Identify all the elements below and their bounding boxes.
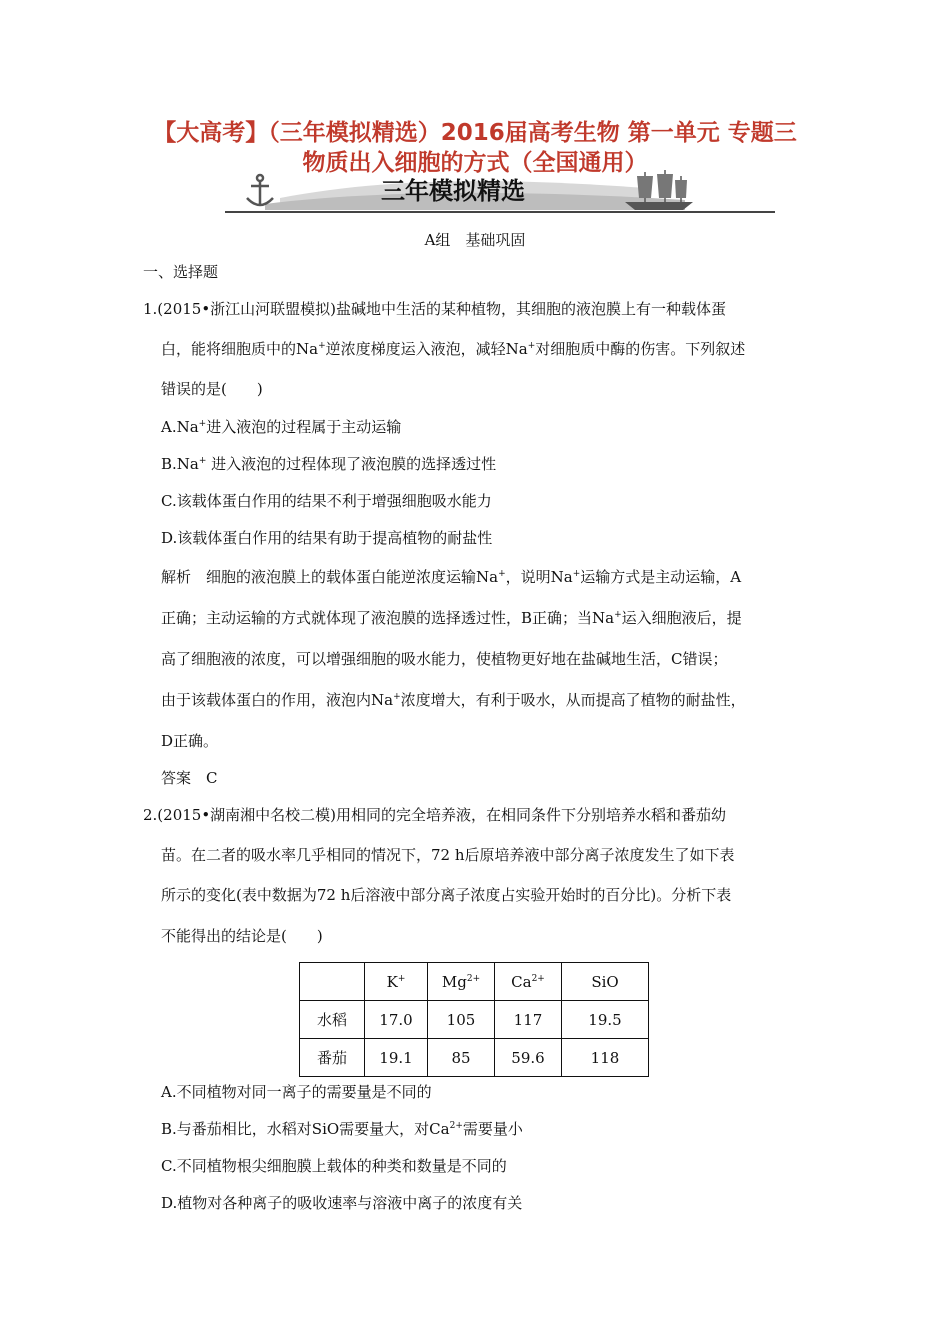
section-heading: 一、选择题 <box>143 263 219 281</box>
table-header-cell <box>300 963 365 1001</box>
table-cell: 59.6 <box>495 1039 562 1077</box>
q1-stem-line-1: 1.(2015•浙江山河联盟模拟)盐碱地中生活的某种植物，其细胞的液泡膜上有一种载体蛋 <box>143 300 727 318</box>
q2-option-d: D.植物对各种离子的吸收速率与溶液中离子的浓度有关 <box>161 1194 523 1212</box>
q1-option-d: D.该载体蛋白作用的结果有助于提高植物的耐盐性 <box>161 529 493 547</box>
q1-option-a: A.Na+进入液泡的过程属于主动运输 <box>161 418 402 436</box>
table-header-row <box>300 963 649 1001</box>
q1-stem-line-2: 白，能将细胞质中的Na+逆浓度梯度运入液泡，减轻Na+对细胞质中酶的伤害。下列叙述 <box>161 340 746 358</box>
title-line-2: 物质出入细胞的方式（全国通用） <box>302 150 648 176</box>
table-cell: 85 <box>428 1039 495 1077</box>
table-cell: 19.1 <box>365 1039 428 1077</box>
ion-concentration-table <box>299 962 649 1077</box>
table-header-cell: $Ca^{2+}$ <box>495 963 562 1001</box>
q1-explanation-line-4: 由于该载体蛋白的作用，液泡内Na+浓度增大，有利于吸水，从而提高了植物的耐盐性， <box>161 691 746 709</box>
q2-stem-line-3: 所示的变化(表中数据为72 h后溶液中部分离子浓度占实验开始时的百分比)。分析下表 <box>161 886 732 904</box>
q2-option-b: B.与番茄相比，水稻对SiO需要量大，对$Ca^{2+}$需要量小 <box>161 1120 523 1138</box>
table-row <box>300 1001 649 1039</box>
section-banner <box>225 168 775 216</box>
table-cell: 番茄 <box>300 1039 365 1077</box>
table-cell: 19.5 <box>562 1001 649 1039</box>
q1-explanation-line-3: 高了细胞液的浓度，可以增强细胞的吸水能力，使植物更好地在盐碱地生活，C错误； <box>161 650 728 668</box>
q2-option-c: C.不同植物根尖细胞膜上载体的种类和数量是不同的 <box>161 1157 507 1175</box>
group-title: A组 基础巩固 <box>424 231 526 249</box>
table-cell: 118 <box>562 1039 649 1077</box>
table-header-cell: SiO <box>562 963 649 1001</box>
q1-explanation-line-5: D正确。 <box>161 732 219 750</box>
anchor-icon <box>247 175 273 206</box>
table-row <box>300 1039 649 1077</box>
q2-stem-line-4: 不能得出的结论是( ) <box>161 927 323 945</box>
banner-title: 三年模拟精选 <box>381 177 525 205</box>
q1-explanation-line-1: 解析 细胞的液泡膜上的载体蛋白能逆浓度运输Na+，说明Na+运输方式是主动运输，A <box>161 568 742 586</box>
table-header-cell: K+ <box>365 963 428 1001</box>
q2-stem-line-1: 2.(2015•湖南湘中名校二模)用相同的完全培养液，在相同条件下分别培养水稻和番茄幼 <box>143 806 727 824</box>
q1-stem-line-3: 错误的是( ) <box>161 380 263 398</box>
table-header-cell: $Mg^{2+}$ <box>428 963 495 1001</box>
table-cell: 105 <box>428 1001 495 1039</box>
banner-graphic <box>225 168 775 216</box>
q1-option-c: C.该载体蛋白作用的结果不利于增强细胞吸水能力 <box>161 492 492 510</box>
q1-explanation-line-2: 正确；主动运输的方式就体现了液泡膜的选择透过性，B正确；当Na+运入细胞液后，提 <box>161 609 742 627</box>
q2-option-a: A.不同植物对同一离子的需要量是不同的 <box>161 1083 432 1101</box>
table-cell: 17.0 <box>365 1001 428 1039</box>
table-cell: 水稻 <box>300 1001 365 1039</box>
q1-answer: 答案 C <box>161 769 218 787</box>
q1-option-b: B.Na+ 进入液泡的过程体现了液泡膜的选择透过性 <box>161 455 497 473</box>
table-cell: 117 <box>495 1001 562 1039</box>
q2-stem-line-2: 苗。在二者的吸水率几乎相同的情况下，72 h后原培养液中部分离子浓度发生了如下表 <box>161 846 735 864</box>
title-line-1: 【大高考】（三年模拟精选）2016届高考生物 第一单元 专题三 <box>153 120 797 146</box>
